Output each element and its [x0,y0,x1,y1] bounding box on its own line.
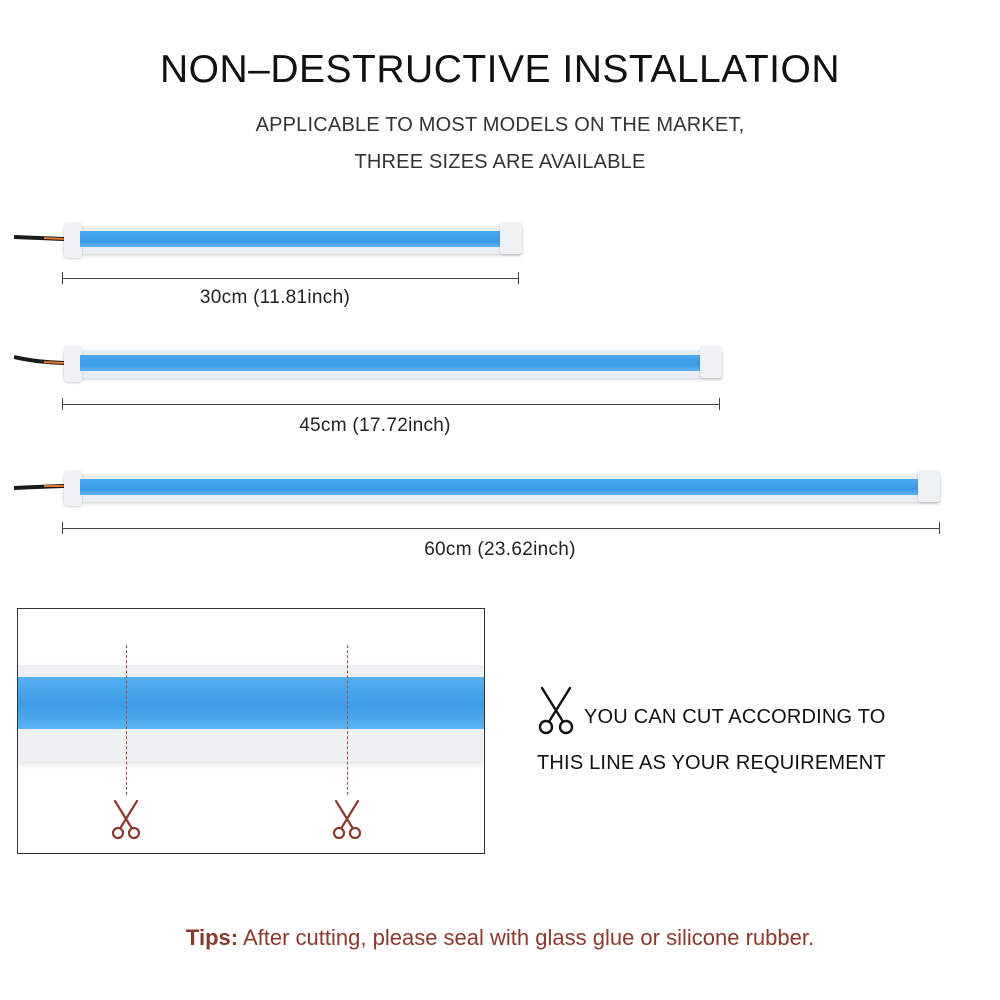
scissors-icon [110,799,142,841]
cut-instruction-line-1: YOU CAN CUT ACCORDING TO [584,706,886,728]
strip-tube [64,350,722,378]
led-strip-60cm [14,474,944,508]
blue-led-body [80,355,702,371]
cut-line-2 [347,645,348,795]
blue-led-closeup [18,677,484,729]
size-label-60cm: 60cm (23.62inch) [424,539,576,560]
blue-led-body [80,231,502,247]
dimension-line-45cm [62,398,720,410]
scissors-icon [536,686,576,736]
end-cap-right [700,346,722,378]
tips-note [0,925,1000,951]
blue-led-body [80,479,920,495]
led-strip-45cm [14,350,724,384]
end-cap-right [500,222,522,254]
cut-instruction-line-2: THIS LINE AS YOUR REQUIREMENT [537,752,886,774]
subtitle-line-2: THREE SIZES ARE AVAILABLE [354,151,646,173]
led-strip-30cm [14,226,524,260]
page-title: NON–DESTRUCTIVE INSTALLATION [160,48,840,91]
size-label-30cm: 30cm (11.81inch) [199,287,351,308]
end-cap-right [918,470,940,502]
dimension-line-30cm [62,272,519,284]
scissors-icon [331,799,363,841]
strip-closeup [18,665,484,761]
strip-tube [64,474,940,502]
cut-illustration [17,608,485,854]
tips-text: After cutting, please seal with glass glue or silicone rubber. [242,925,815,950]
size-label-45cm: 45cm (17.72inch) [299,415,451,436]
dimension-line-60cm [62,522,940,534]
cut-line-1 [126,645,127,795]
strip-tube [64,226,522,254]
subtitle-line-1: APPLICABLE TO MOST MODELS ON THE MARKET, [255,114,745,136]
tips-label: Tips: [185,925,239,950]
